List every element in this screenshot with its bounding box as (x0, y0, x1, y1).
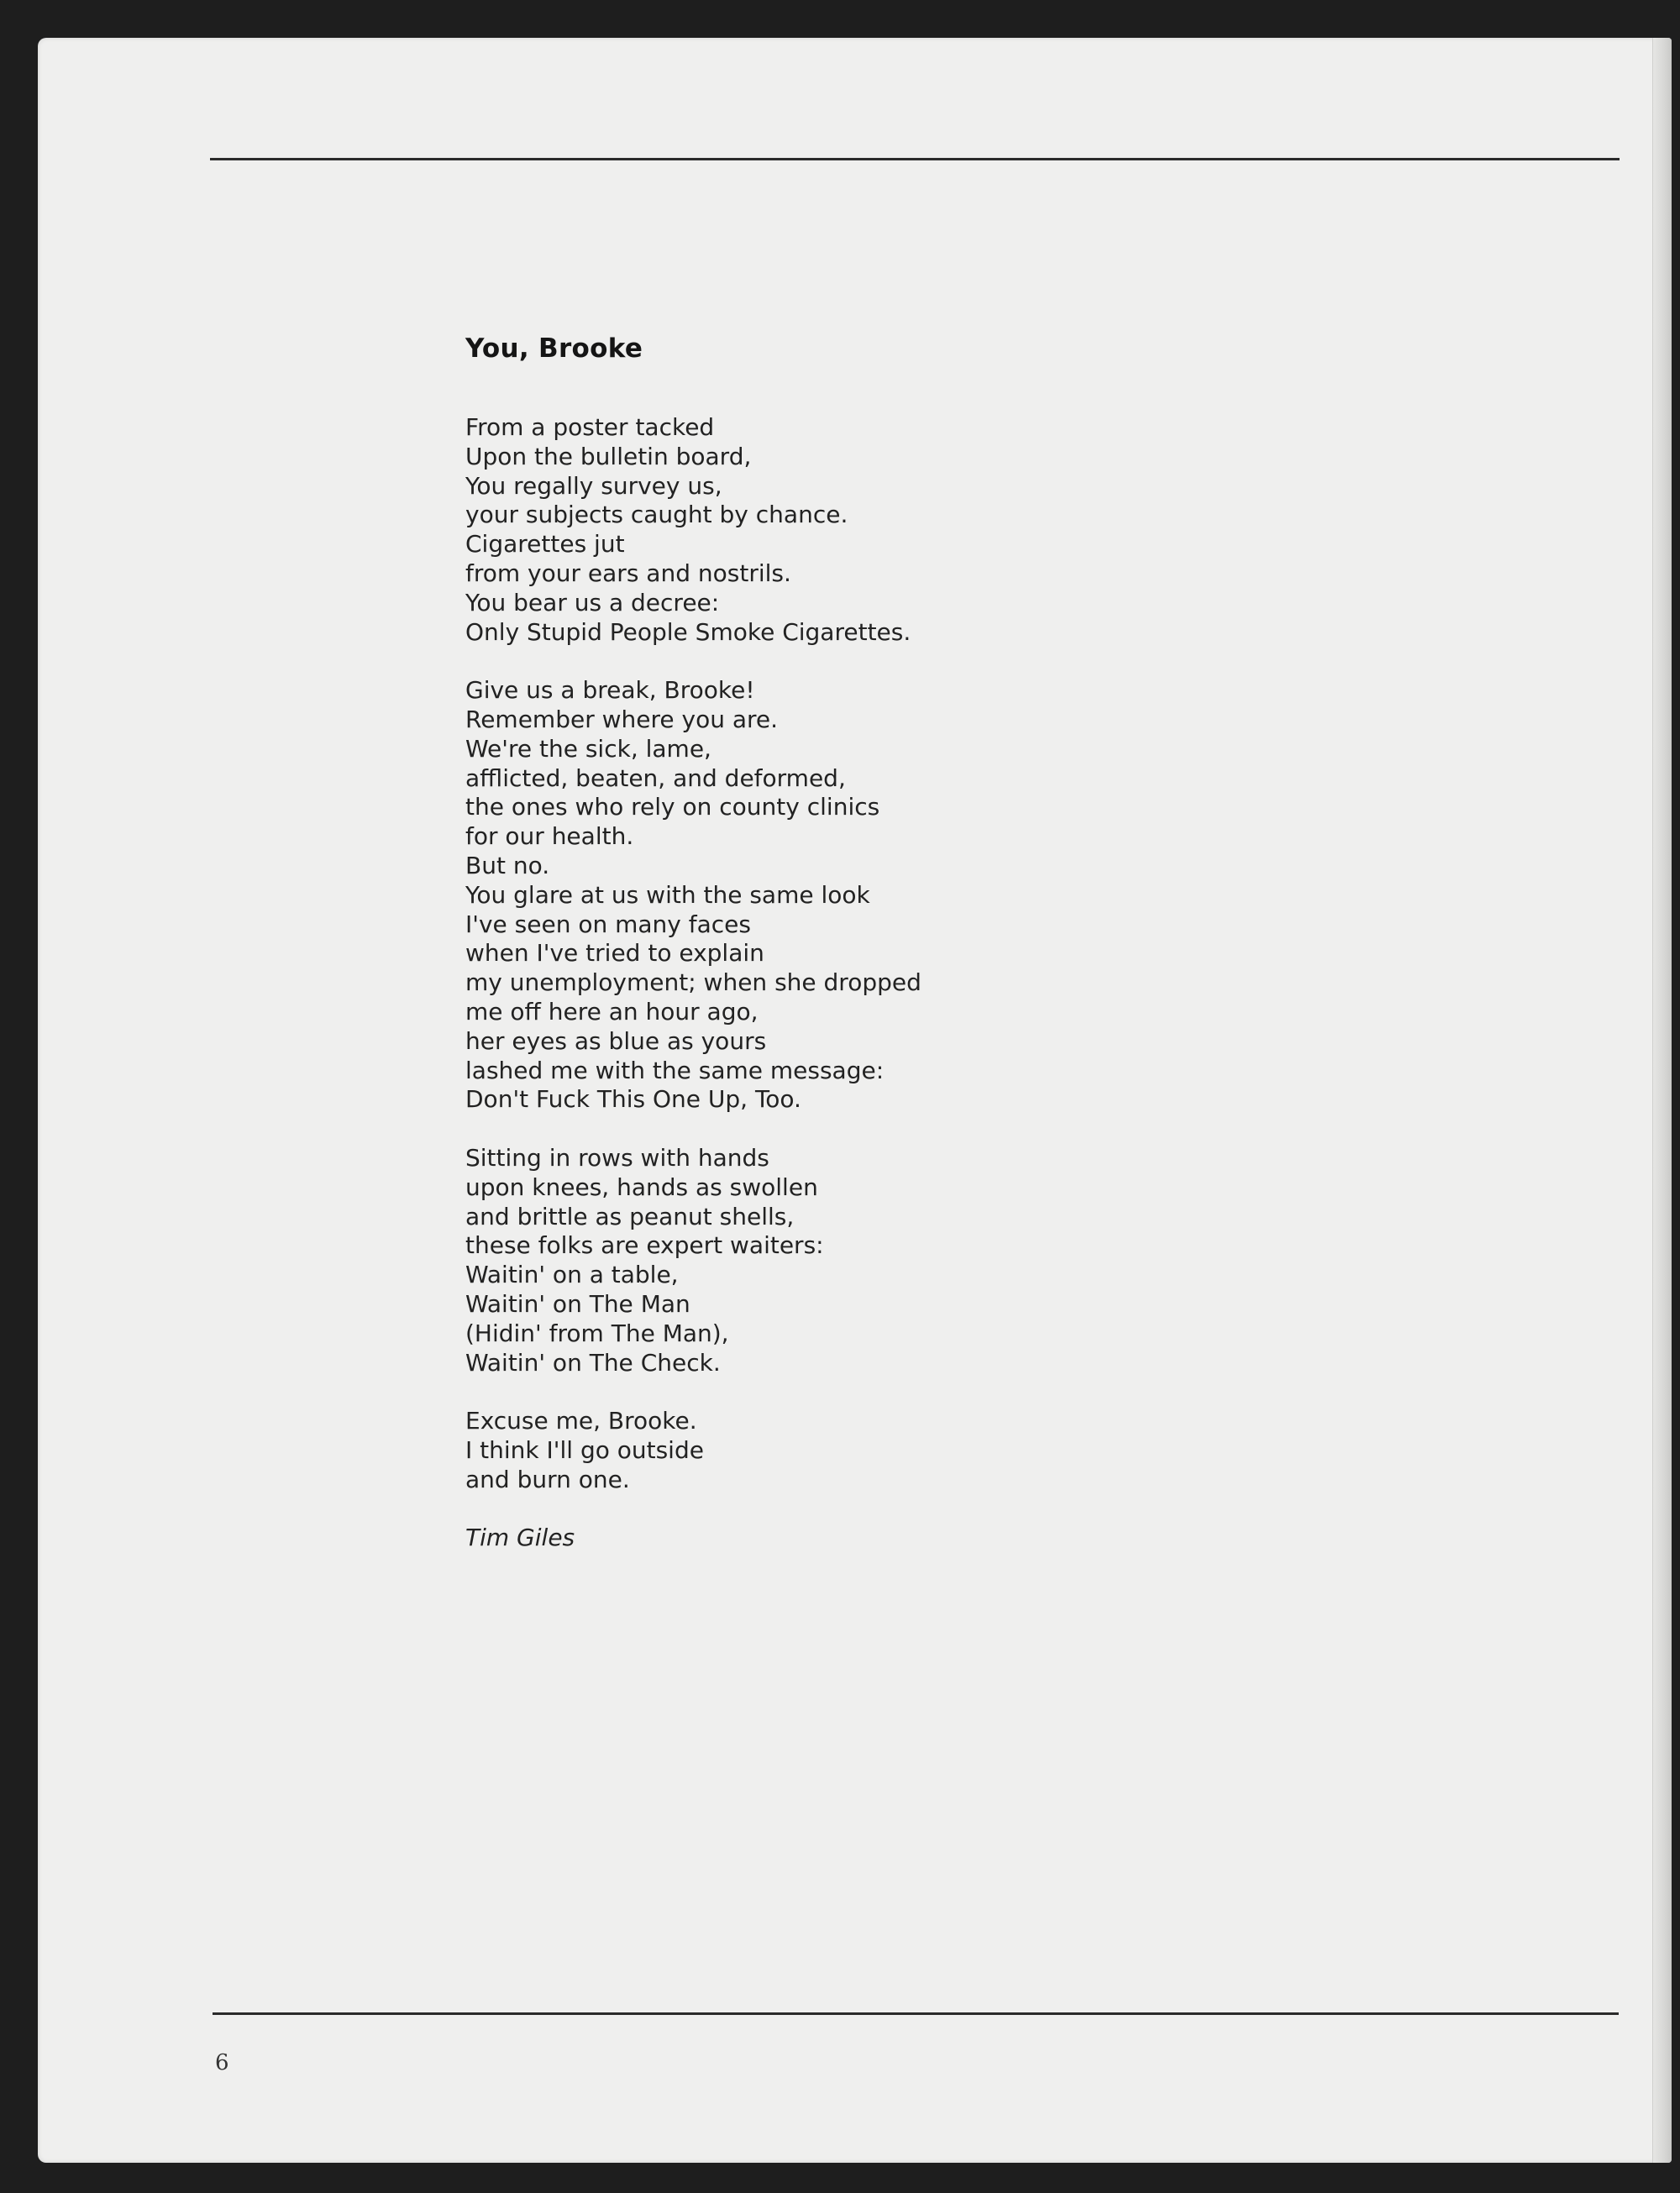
poem-line: Give us a break, Brooke! (465, 676, 755, 705)
poem-line: these folks are expert waiters: (465, 1231, 824, 1260)
poem-line: and burn one. (465, 1465, 630, 1493)
poem-line: lashed me with the same message: (465, 1056, 885, 1084)
poem-line: afflicted, beaten, and deformed, (465, 763, 846, 792)
poem-line: Excuse me, Brooke. (465, 1407, 697, 1435)
bottom-rule (213, 2012, 1619, 2015)
poem-line: Remember where you are. (465, 705, 779, 733)
top-rule (210, 158, 1620, 160)
poem-line: You regally survey us, (465, 471, 722, 500)
poem-line: Don't Fuck This One Up, Too. (465, 1085, 801, 1114)
document-page (38, 38, 1672, 2163)
stanza (465, 1144, 1221, 1377)
poem-line: your subjects caught by chance. (465, 501, 848, 529)
poem (465, 328, 1221, 1553)
poem-line: You glare at us with the same look (465, 880, 870, 909)
poem-line: Cigarettes jut (465, 530, 625, 559)
poem-line: Only Stupid People Smoke Cigarettes. (465, 617, 911, 646)
poem-line: We're the sick, lame, (465, 734, 711, 763)
poem-line: the ones who rely on county clinics (465, 793, 880, 821)
poem-line: But no. (465, 851, 550, 879)
poem-line: You bear us a decree: (465, 588, 720, 616)
stanza (465, 676, 1221, 1115)
poem-line: From a poster tacked (465, 413, 715, 441)
poem-line: I think I'll go outside (465, 1435, 704, 1464)
poem-line: and brittle as peanut shells, (465, 1202, 795, 1230)
poem-line: me off here an hour ago, (465, 997, 759, 1026)
poem-author: Tim Giles (465, 1524, 575, 1552)
page-edge (1652, 38, 1672, 2163)
poem-line: for our health. (465, 822, 634, 851)
poem-line: her eyes as blue as yours (465, 1026, 767, 1055)
poem-body (465, 413, 1221, 1494)
poem-line: Waitin' on a table, (465, 1261, 679, 1289)
poem-line: my unemployment; when she dropped (465, 968, 921, 997)
poem-line: (Hidin' from The Man), (465, 1319, 729, 1347)
poem-line: Upon the bulletin board, (465, 442, 752, 470)
poem-line: from your ears and nostrils. (465, 559, 791, 587)
poem-line: Waitin' on The Man (465, 1289, 690, 1318)
poem-line: upon knees, hands as swollen (465, 1173, 818, 1201)
poem-line: Sitting in rows with hands (465, 1143, 769, 1172)
poem-line: Waitin' on The Check. (465, 1348, 721, 1377)
poem-line: when I've tried to explain (465, 939, 764, 968)
stanza (465, 413, 1221, 647)
poem-title: You, Brooke (465, 333, 643, 364)
stanza (465, 1407, 1221, 1494)
poem-line: I've seen on many faces (465, 910, 751, 938)
page-number: 6 (215, 2050, 229, 2075)
